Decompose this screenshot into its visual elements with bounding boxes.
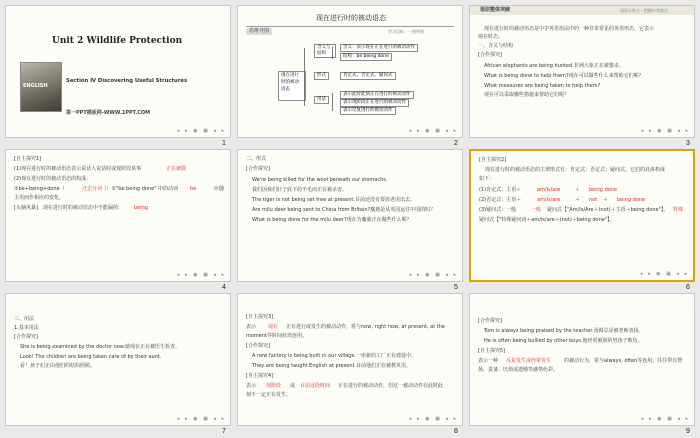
slide-5-example-4: What is being done for the milu deer?现在为麋鹿正在做些什么呢？ [252,217,412,223]
slide-number-3: 3 [686,140,690,147]
slide-4-line-3c: 应随 [214,186,225,192]
slide-6-rule-3b: 一般 [531,207,542,213]
slide-8-heading: [自主探究3] [246,314,274,320]
slide-toolbar-icons: ◂ ▸ ◉ ▣ ◂ ▸ [408,128,458,134]
slide-toolbar-icons: ◂ ▸ ◉ ▣ ◂ ▸ [176,416,226,422]
mindmap-branch-3: 用法 [314,96,329,104]
slide-3-example-2: What is being done to help them?现在可以做些什么来帮助它们呢？ [484,73,644,79]
slide-3-example-3: What measures are being taken to help them? [484,83,601,89]
slide-6-rule-3a: (3)疑问式：一般 [479,207,517,213]
slide-6-rule-2d: not [589,197,598,203]
slide-6-rule-3d: 特殊 [673,207,684,213]
slide-8-subheading: [合作探究] [246,343,270,349]
slide-8-example-1: A new factory is being built in our village.一座新的工厂正在建设中。 [252,353,417,359]
slide-6-rule-1c: ＋ [575,187,581,193]
slide-8-line-2b: 或 [290,383,296,389]
slide-number-8: 8 [454,428,458,435]
slide-thumbnail-2[interactable] [237,5,463,138]
slide-5-example-1b: 我们因我们肚子底下的羊毛而正在被杀害。 [252,187,348,193]
slide-4-answer-4: being [134,205,148,211]
slide-toolbar-icons: ◂ ▸ ◉ ▣ ◂ ▸ [408,272,458,278]
slide-8-line-2c: 正在进行的被动动作，但这一被动动作在此时此 [338,383,444,389]
slide-8-answer-1: 现在 [268,324,279,330]
slide-thumbnail-1[interactable] [5,5,231,138]
slide-8-answer-3: 目前这段时间 [300,383,331,389]
slide-4-line-4: 主语而作相应的变化。 [14,195,65,201]
slide-4-line-3b: ）；②"be being done" 中的动词 [104,186,179,192]
slide-3-para: 现在进行时的被动语态是中学英语语法中的一种非常常见的英语形态，它表示 [484,26,655,32]
slide-3-example-1: African elephants are being hunted.非洲大象正在被猎杀。 [484,63,624,69]
slide-9-example-2: He is often being bullied by other boys.他经常被别的男孩子欺负。 [484,338,643,344]
slide-thumbnail-8[interactable] [237,293,463,426]
slide-7-example-2b: 看！孩子们正由他们的姑妈照顾。 [20,363,96,369]
mindmap-leaf-2: 结构：be being done [340,53,392,61]
slide-6-rule-4: 疑问式【"特殊疑问词＋am/is/are＋(not)＋being done"】。 [479,217,615,223]
slide-number-1: 1 [222,140,226,147]
slide-3-head-right: 请读小贴士 · 把握中考热点 [620,8,668,13]
mindmap-branch-2: 形式 [314,72,329,80]
slide-8-line-2d: 刻不一定正在发生。 [246,392,292,398]
slide-9-line-1a: 表示一种 [478,358,499,364]
slide-3-head: 语法整体突破 [480,7,511,13]
slide-4-answer-3: be [190,186,197,192]
mindmap-leaf-5: 表示现阶段正在进行的被动动作 [340,99,409,107]
slide-8-line-1b: 正在进行或发生的被动动作，常与now, right now, at present, at the [286,324,445,330]
book-cover-image [20,62,62,112]
slide-6-rule-2b: am/is/are [537,197,561,203]
slide-7-heading: 三、用法 [14,316,35,322]
mindmap-leaf-3: 肯定式、否定式、疑问式 [340,72,396,80]
slide-thumbnail-7[interactable] [5,293,231,426]
slide-number-2: 2 [454,140,458,147]
slide-5-subheading: [合作探究] [246,166,270,172]
slide-5-heading: 二、形式 [246,156,267,162]
slide-6-rule-2a: (2)否定式：主语＋ [479,197,522,203]
slide-4-answer-2: 过去分词 [82,186,103,192]
slide-4-line-1: (1)现在进行时的被动语态表示说话人说话时或现阶段某事 [14,166,142,172]
slide-number-7: 7 [222,428,226,435]
slide-thumbnail-9[interactable] [469,293,695,426]
slide-toolbar-icons: ◂ ▸ ◉ ▣ ◂ ▸ [640,128,690,134]
slide-2-title: 现在进行时的被动语态 [316,14,386,22]
slide-6-rule-1d: being done [589,187,618,193]
slide-thumbnail-6[interactable] [469,149,695,282]
slide-toolbar-icons: ◂ ▸ ◉ ▣ ◂ ▸ [176,272,226,278]
slide-5-example-3: Are milu deer being sent to China from Britain?麋鹿是从英国运往中国的吗？ [252,207,436,213]
slide-number-5: 5 [454,284,458,291]
slide-number-6: 6 [686,284,690,291]
slide-6-rule-3c: 疑问式【"Am/Is/Are＋(not)＋主语＋being done"】， [547,207,669,213]
slide-7-subheading: 1.基本用法 [14,325,39,331]
slide-6-rule-1b: am/is/are [537,187,561,193]
slide-9-line-1b: 的被动行为，常与always, often等连用，往往带有赞 [564,358,683,364]
slide-7-example-2: Look! The children are being taken care of by their aunt. [20,354,162,360]
slide-toolbar-icons: ◂ ▸ ◉ ▣ ◂ ▸ [176,128,226,134]
slide-thumbnail-5[interactable] [237,149,463,282]
slide-8-example-2: They are being taught English at present.目前他们正在被教英语。 [252,363,412,369]
mindmap-leaf-6: 表示反复进行的被动动作 [340,107,396,115]
slide-3-subheading: [合作探究] [478,52,502,58]
slide-8-line-1c: moment等时间状语连用。 [246,333,308,339]
slide-1-title: Unit 2 Wildlife Protection [52,36,183,46]
slide-6-rule-1a: (1)肯定式：主语＋ [479,187,522,193]
mindmap-leaf-4: 表示此时此刻正在进行的被动动作 [340,91,414,99]
slide-9-answer-1: 反复发生或经常发生 [506,358,552,364]
slide-6-rule-2e: ＋ [603,197,609,203]
slide-8-line-1a: 表示 [246,324,257,330]
slide-number-4: 4 [222,284,226,291]
slide-6-rule-2c: ＋ [575,197,581,203]
slide-1-footer: 第一PPT模板网-WWW.1PPT.COM [66,110,151,116]
slide-5-example-1: We're being killed for the wool beneath our stomachs. [252,177,388,183]
mindmap-tag: 思维导图 [246,28,272,35]
mindmap-center: 现在进行时的被动语态 [278,71,306,101]
slide-9-heading: [合作探究] [478,318,502,324]
slide-4-answer-1: 正在被做 [166,166,187,172]
slide-toolbar-icons: ◂ ▸ ◉ ▣ ◂ ▸ [640,416,690,422]
slide-9-heading-2: [自主探究5] [478,348,506,354]
slide-6-line-1: 现在进行时的被动语态的主谓形式有：肯定式；否定式；疑问式。它们的具体构成 [485,167,666,173]
slide-3-example-3b: 现在可以采取哪些措施来帮助它们呢？ [484,92,570,98]
slide-3-heading: 一、含义与结构 [478,43,514,49]
slide-9-line-1c: 扬、责备、厌烦或遗憾等感情色彩。 [478,367,559,373]
slide-9-example-1: Tom is always being praised by the teacher.汤姆总是被老师表扬。 [484,328,644,334]
slide-thumbnail-4[interactable] [5,149,231,282]
mindmap-leaf-1: 含义：表示现在正在进行的被动动作 [340,44,418,52]
slide-4-line-2: (2)现在进行时的被动语态的构成： [14,176,92,182]
slide-6-heading: [自主探究2] [479,157,507,163]
slide-4-line-5: [头脑风暴] 现在进行时的被动语态中不能漏掉： [14,205,123,211]
slide-4-heading: [自主探究1] [14,156,42,162]
slide-5-example-2: The tiger is not being set free at present.目前还没有要放老虎出去。 [252,197,415,203]
slide-8-line-2a: 表示 [246,383,257,389]
slide-3-para-cont: 现在时态。 [478,34,504,40]
mindmap-branch-1: 含义与结构 [314,44,336,58]
slide-thumbnail-3[interactable] [469,5,695,138]
slide-number-9: 9 [686,428,690,435]
slide-1-section: Section Ⅳ Discovering Useful Structures [66,78,188,84]
book-cover-label: ENGLISH [23,83,48,89]
slide-7-tag: [合作探究] [14,334,38,340]
slide-toolbar-icons: ◂ ▸ ◉ ▣ ◂ ▸ [639,271,689,277]
slide-toolbar-icons: ◂ ▸ ◉ ▣ ◂ ▸ [408,416,458,422]
slide-6-rule-2f: being done [617,197,646,203]
slide-7-example-1: She is being examined by the doctor now.她现在正在被医生检查。 [20,344,181,350]
slide-6-line-1b: 如下： [479,176,495,182]
mindmap-right-tag: 学习目标 · 一图导图 [388,29,424,34]
slide-4-line-3a: ①be+being+done（ [14,186,65,192]
slide-8-answer-2: 现阶段 [266,383,282,389]
slide-8-heading-2: [自主探究4] [246,373,274,379]
